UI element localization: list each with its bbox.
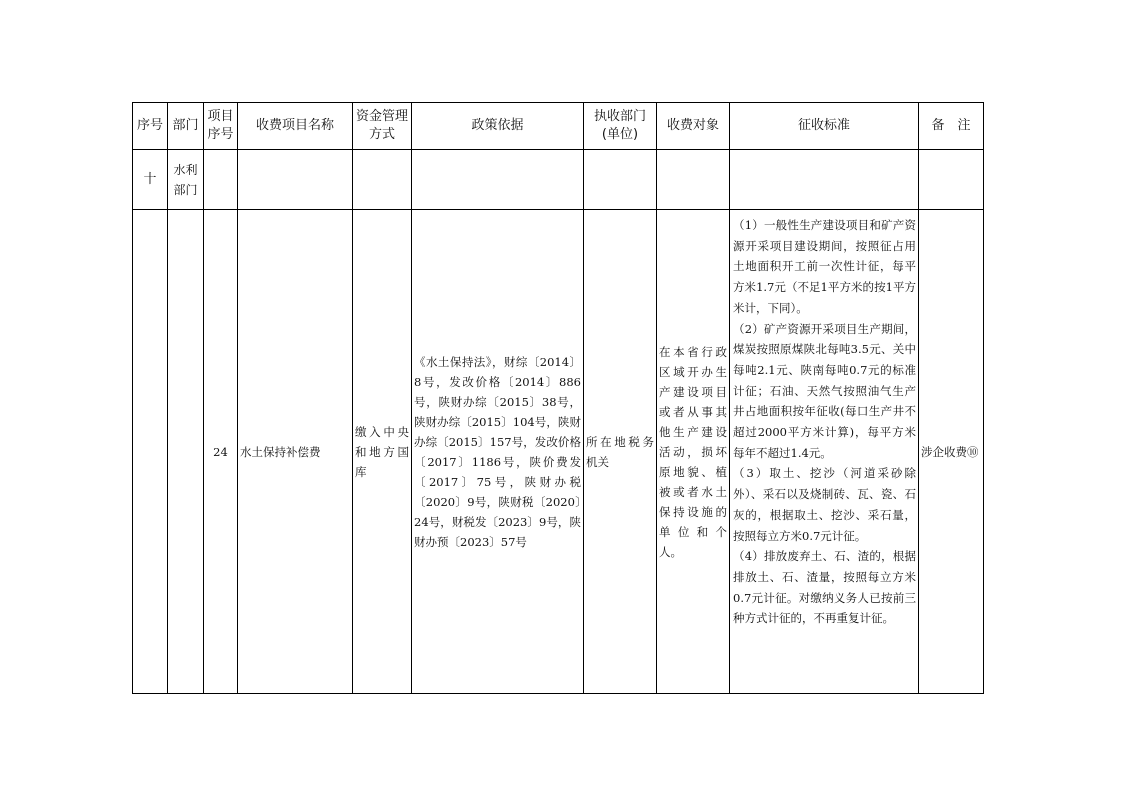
item-row — [133, 210, 984, 694]
item-name: 水土保持补偿费 — [238, 210, 353, 694]
standard-clause-1: （1）一般性生产建设项目和矿产资源开采项目建设期间，按照征占用土地面积开工前一次性计征，每平方米1.7元（不足1平方米的按1平方米计，下同）。 — [733, 218, 916, 315]
item-standard — [730, 210, 919, 694]
section-row — [133, 150, 984, 210]
header-item-name: 收费项目名称 — [238, 103, 353, 150]
header-item-no-label: 项目序号 — [207, 109, 234, 142]
header-payer: 收费对象 — [657, 103, 730, 150]
header-fund-mgmt-label: 资金管理方式 — [355, 109, 408, 142]
header-row — [133, 103, 984, 150]
item-no: 24 — [204, 210, 238, 694]
section-empty-3 — [353, 150, 412, 210]
item-collector: 所在地税务机关 — [584, 210, 657, 694]
header-fund-mgmt — [353, 103, 412, 150]
section-empty-2 — [238, 150, 353, 210]
header-standard: 征收标准 — [730, 103, 919, 150]
item-policy: 《水土保持法》，财综〔2014〕8号，发改价格〔2014〕886号，陕财办综〔2015〕38号，陕财办综〔2015〕104号，陕财办综〔2015〕157号，发改价格〔2017〕1186号，陕价费发〔2017〕75号，陕财办税〔2020〕9号，陕财税〔2020〕24号，财税发〔2023〕9号，陕财办预〔2023〕57号 — [412, 210, 584, 694]
standard-clause-2: （2）矿产资源开采项目生产期间，煤炭按照原煤陕北每吨3.5元、关中每吨2.1元、陕南每吨0.7元的标准计征；石油、天然气按照油气生产井占地面积按年征收(每口生产井不超过2000平方米计算)，每平方米每年不超过1.4元。 — [733, 321, 916, 460]
section-seq: 十 — [133, 150, 168, 210]
item-fund-mgmt: 缴入中央和地方国库 — [353, 210, 412, 694]
section-empty-6 — [657, 150, 730, 210]
header-remarks: 备 注 — [919, 103, 984, 150]
item-dept — [168, 210, 204, 694]
section-dept — [168, 150, 204, 210]
section-empty-4 — [412, 150, 584, 210]
header-dept: 部门 — [168, 103, 204, 150]
header-item-no — [204, 103, 238, 150]
item-seq — [133, 210, 168, 694]
header-seq: 序号 — [133, 103, 168, 150]
header-collector — [584, 103, 657, 150]
header-policy: 政策依据 — [412, 103, 584, 150]
standard-clause-4: （4）排放废弃土、石、渣的，根据排放土、石、渣量，按照每立方米0.7元计征。对缴纳义务人已按前三种方式计征的，不再重复计征。 — [733, 549, 916, 626]
standard-clause-3: （3）取土、挖沙（河道采砂除外）、采石以及烧制砖、瓦、瓷、石灰的，根据取土、挖沙、采石量，按照每立方米0.7元计征。 — [733, 466, 916, 543]
section-empty-8 — [919, 150, 984, 210]
header-collector-label: 执收部门(单位) — [593, 109, 646, 142]
section-dept-label: 水利部门 — [173, 162, 198, 197]
item-remarks: 涉企收费⑩ — [919, 210, 984, 694]
section-empty-1 — [204, 150, 238, 210]
item-payer: 在本省行政区域开办生产建设项目或者从事其他生产建设活动，损坏原地貌、植被或者水土保持设施的单位和个人。 — [657, 210, 730, 694]
section-empty-5 — [584, 150, 657, 210]
fee-table — [132, 102, 984, 694]
section-empty-7 — [730, 150, 919, 210]
